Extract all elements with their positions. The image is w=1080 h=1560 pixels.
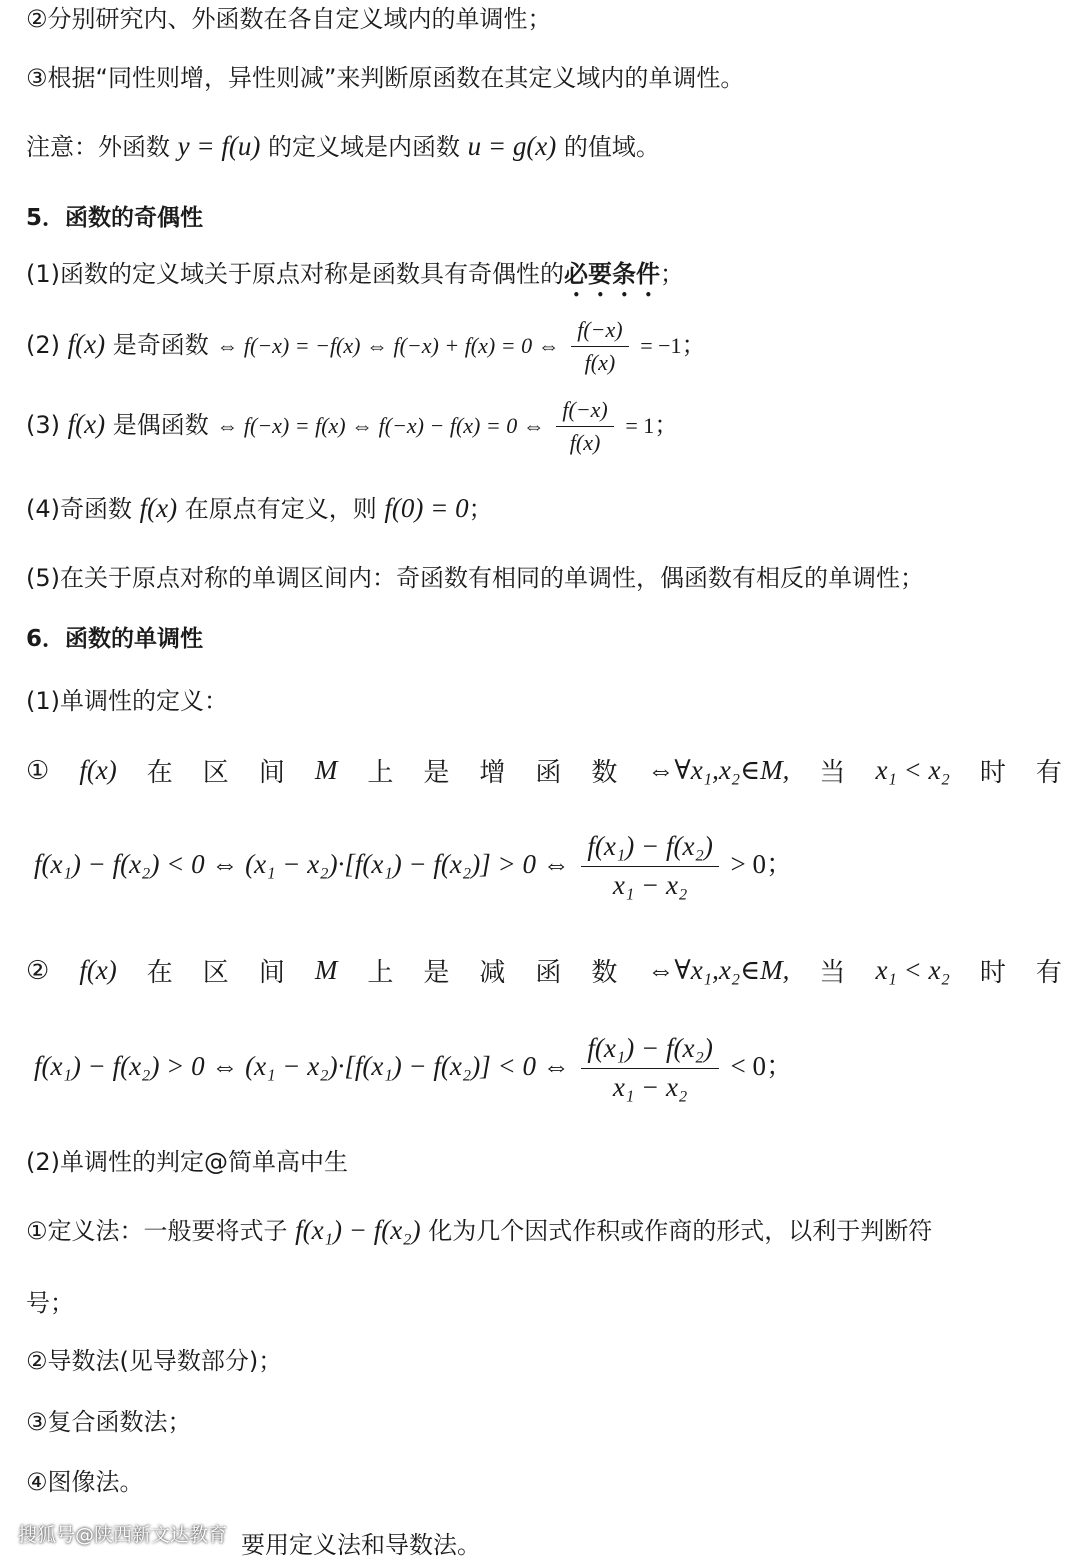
dec-fraction-num: f(x₁) − f(x₂) — [581, 1032, 718, 1069]
note-prefix: 注意：外函数 — [26, 133, 178, 161]
parity-item-2-odd — [26, 316, 706, 376]
odd-fraction — [571, 316, 628, 376]
inc-end: > 0； — [730, 848, 793, 879]
inc-w6: 上 — [367, 758, 394, 788]
dec-w1: f(x) — [79, 955, 117, 985]
dec-chain: f(x₁) − f(x₂) > 0 ⇔ (x₁ − x₂)·[f(x₁) − f(x₂)] < 0 ⇔ — [34, 1050, 570, 1081]
item4-prefix: (4)奇函数 — [26, 495, 140, 523]
dec-end: < 0； — [730, 1050, 793, 1081]
dec-w4: 间 — [258, 958, 285, 988]
dec-w8: 减 — [479, 958, 506, 988]
formula-inner: u = g(x) — [467, 131, 557, 161]
even-eq: = 1 — [625, 413, 655, 438]
odd-end: ； — [681, 331, 706, 359]
item1-tail: ； — [660, 260, 684, 288]
dec-w10: 数 — [591, 958, 618, 988]
m1-prefix: ①定义法：一般要将式子 — [26, 1217, 296, 1245]
even-end: ； — [654, 411, 679, 439]
inc-w2: 在 — [146, 758, 173, 788]
text-line-rule: ③根据“同性则增，异性则减”来判断原函数在其定义域内的单调性。 — [26, 64, 745, 92]
text-line-note — [26, 130, 660, 164]
dec-w14: 时 — [979, 958, 1006, 988]
dec-w5: M — [314, 955, 338, 985]
inc-w12: 当 — [819, 758, 846, 788]
formula-outer: y = f(u) — [177, 131, 261, 161]
dec-w13: x₁ < x₂ — [875, 955, 950, 985]
increasing-definition-line — [26, 752, 1062, 789]
inc-fraction — [581, 830, 718, 903]
dec-fraction-den: x₁ − x₂ — [612, 1071, 688, 1102]
inc-w13: x₁ < x₂ — [875, 755, 950, 785]
necessary-condition-emphasis: 必要条件 — [564, 260, 660, 288]
inc-w11: ⇔∀x₁,x₂∈M, — [647, 755, 790, 785]
odd-fraction-num: f(−x) — [571, 316, 628, 347]
item3-label: (3) — [26, 411, 68, 439]
dec-w12: 当 — [819, 958, 846, 988]
note-mid: 的定义域是内函数 — [260, 133, 468, 161]
item1-text: (1)函数的定义域关于原点对称是函数具有奇偶性的 — [26, 260, 564, 288]
item4-end: ； — [468, 495, 493, 523]
even-fraction-den: f(x) — [569, 429, 601, 455]
inc-w8: 增 — [479, 758, 506, 788]
odd-chain: ⇔ f(−x) = −f(x) ⇔ f(−x) + f(x) = 0 ⇔ — [216, 333, 560, 358]
dec-w9: 函 — [535, 958, 562, 988]
m1-expr: f(x₁) − f(x₂) — [295, 1215, 421, 1245]
definition-label: (1)单调性的定义： — [26, 687, 228, 715]
dec-fraction — [581, 1032, 718, 1105]
item2-label: (2) — [26, 331, 68, 359]
inc-w0: ① — [26, 755, 50, 786]
dec-w15: 有 — [1035, 958, 1062, 988]
item3-fx: f(x) — [67, 409, 106, 439]
item2-fx: f(x) — [67, 329, 106, 359]
item4-eq: f(0) = 0 — [384, 493, 469, 523]
decreasing-formula — [34, 1032, 793, 1105]
m1-suffix: 化为几个因式作积或作商的形式，以利于判断符 — [420, 1217, 933, 1245]
even-fraction — [556, 396, 613, 456]
inc-w3: 区 — [202, 758, 229, 788]
inc-w7: 是 — [423, 758, 450, 788]
item4-mid: 在原点有定义，则 — [177, 495, 385, 523]
dec-w6: 上 — [367, 958, 394, 988]
inc-w4: 间 — [258, 758, 285, 788]
method-composite: ③复合函数法； — [26, 1408, 192, 1436]
judgement-label: (2)单调性的判定@简单高中生 — [26, 1148, 348, 1176]
note-tail: 要用定义法和导数法。 — [241, 1531, 481, 1559]
text-line-inner-outer: ②分别研究内、外函数在各自定义域内的单调性； — [26, 5, 552, 33]
method-derivative: ②导数法(见导数部分)； — [26, 1347, 283, 1375]
section-heading-monotonicity: 6．函数的单调性 — [26, 626, 204, 652]
dec-w3: 区 — [202, 958, 229, 988]
item4-fx: f(x) — [139, 493, 178, 523]
inc-w5: M — [314, 755, 338, 785]
item3-is: 是偶函数 — [105, 411, 209, 439]
inc-fraction-num: f(x₁) − f(x₂) — [581, 830, 718, 867]
inc-chain: f(x₁) − f(x₂) < 0 ⇔ (x₁ − x₂)·[f(x₁) − f(x₂)] > 0 ⇔ — [34, 848, 570, 879]
section-heading-parity: 5．函数的奇偶性 — [26, 205, 204, 231]
inc-w15: 有 — [1035, 758, 1062, 788]
even-chain: ⇔ f(−x) = f(x) ⇔ f(−x) − f(x) = 0 ⇔ — [216, 413, 545, 438]
inc-w14: 时 — [979, 758, 1006, 788]
dec-w7: 是 — [423, 958, 450, 988]
dec-w11: ⇔∀x₁,x₂∈M, — [647, 955, 790, 985]
parity-item-5: (5)在关于原点对称的单调区间内：奇函数有相同的单调性，偶函数有相反的单调性； — [26, 564, 924, 592]
item2-is: 是奇函数 — [105, 331, 209, 359]
watermark: 搜狐号@陕西新文达教育 — [18, 1524, 228, 1546]
odd-fraction-den: f(x) — [584, 349, 616, 375]
odd-eq: = −1 — [640, 333, 682, 358]
dec-w0: ② — [26, 955, 50, 986]
inc-w9: 函 — [535, 758, 562, 788]
even-fraction-num: f(−x) — [556, 396, 613, 427]
note-suffix: 的值域。 — [556, 133, 660, 161]
inc-w1: f(x) — [79, 755, 117, 785]
dec-w2: 在 — [146, 958, 173, 988]
decreasing-definition-line — [26, 952, 1062, 989]
parity-item-3-even — [26, 396, 678, 456]
inc-fraction-den: x₁ − x₂ — [612, 869, 688, 900]
method-definition-cont: 号； — [26, 1289, 74, 1317]
method-graph: ④图像法。 — [26, 1468, 144, 1496]
inc-w10: 数 — [591, 758, 618, 788]
parity-item-1 — [26, 259, 684, 302]
increasing-formula — [34, 830, 793, 903]
parity-item-4 — [26, 492, 493, 526]
method-definition — [26, 1214, 932, 1248]
